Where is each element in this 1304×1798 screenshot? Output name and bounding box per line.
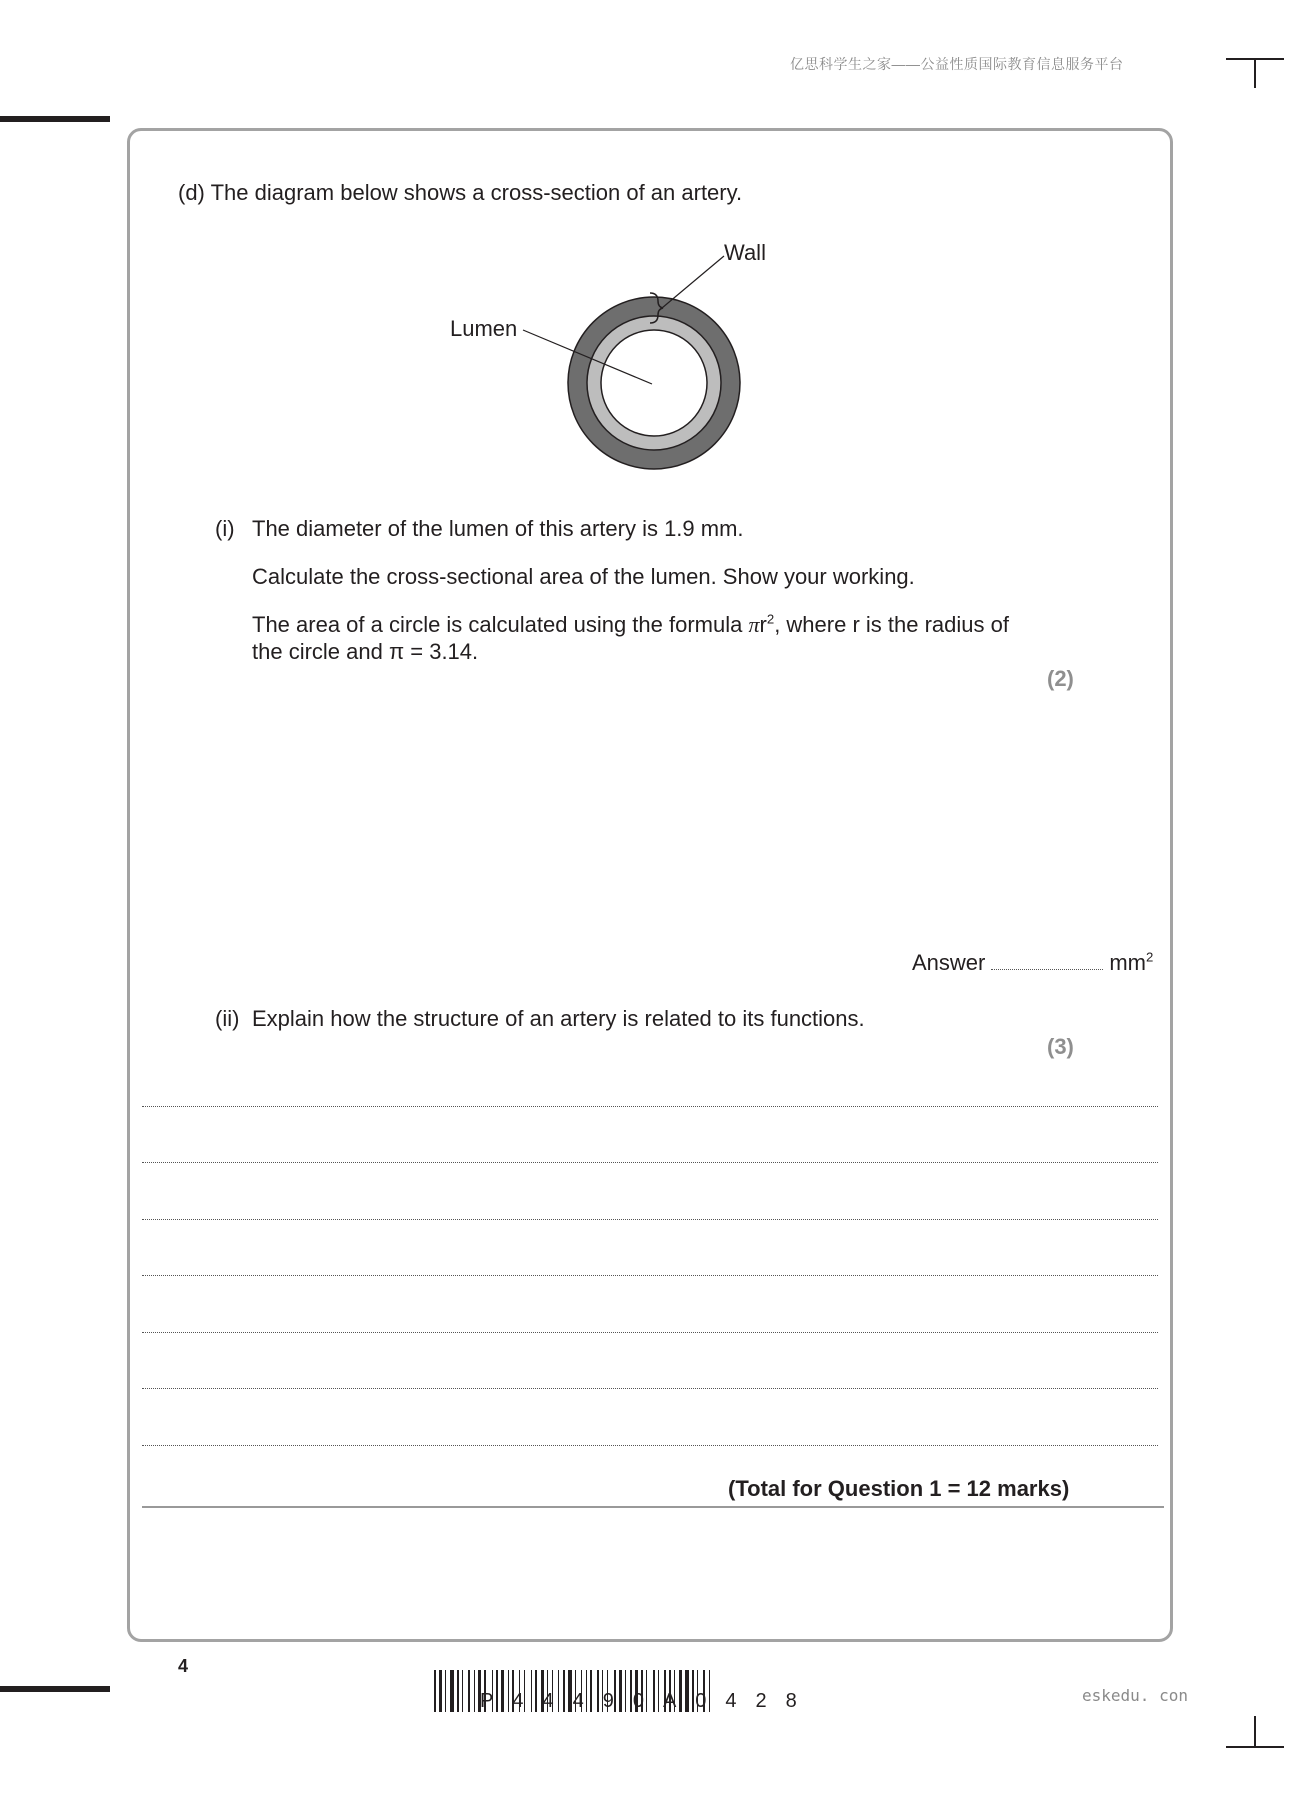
total-rule xyxy=(142,1506,1164,1508)
total-marks: (Total for Question 1 = 12 marks) xyxy=(728,1476,1070,1501)
diagram-label-lumen: Lumen xyxy=(450,316,518,341)
part-i-line3-post: , where r is the radius of xyxy=(774,612,1009,637)
part-i-answer-field[interactable] xyxy=(991,969,1103,970)
part-i-sup: 2 xyxy=(766,611,775,627)
answer-line[interactable] xyxy=(142,1275,1158,1276)
part-ii-marks: (3) xyxy=(1047,1034,1074,1059)
part-i-line3 xyxy=(252,612,1009,638)
barcode-bar xyxy=(457,1670,459,1712)
part-i-pi-symbol: π xyxy=(748,612,760,637)
answer-line[interactable] xyxy=(142,1106,1158,1107)
barcode-bar xyxy=(450,1670,454,1712)
part-i-answer-label: Answer xyxy=(912,950,986,975)
barcode-bar xyxy=(474,1670,475,1712)
barcode-bar xyxy=(434,1670,436,1712)
part-i-line2: Calculate the cross-sectional area of the lumen. Show your working. xyxy=(252,564,915,589)
part-i-line4: the circle and π = 3.14. xyxy=(252,639,479,664)
answer-line[interactable] xyxy=(142,1219,1158,1220)
answer-line[interactable] xyxy=(142,1388,1158,1389)
barcode-bar xyxy=(439,1670,442,1712)
crop-mark-top-right-v xyxy=(1254,58,1256,88)
part-i-number: (i) xyxy=(215,516,235,541)
barcode-text: P44490A0428 xyxy=(480,1690,816,1712)
part-i-line1: The diameter of the lumen of this artery is 1.9 mm. xyxy=(252,516,744,541)
artery-diagram xyxy=(440,236,800,476)
part-i-answer-row xyxy=(912,950,1153,976)
barcode-bar xyxy=(468,1670,470,1712)
wall-leader-line xyxy=(662,256,724,308)
answer-line[interactable] xyxy=(142,1332,1158,1333)
side-bar-top xyxy=(0,116,110,122)
artery-lumen xyxy=(601,330,707,436)
side-bar-bottom xyxy=(0,1686,110,1692)
part-ii-number: (ii) xyxy=(215,1006,240,1031)
part-i-r: r xyxy=(759,612,767,637)
barcode-bar xyxy=(462,1670,463,1712)
footer-site: eskedu. con xyxy=(1082,1686,1188,1705)
part-i-answer-unit: mm xyxy=(1109,950,1147,975)
header-site-text: 亿思科学生之家——公益性质国际教育信息服务平台 xyxy=(790,56,1124,72)
part-i-answer-unit-sup: 2 xyxy=(1146,949,1154,965)
page-number: 4 xyxy=(178,1656,189,1676)
answer-line[interactable] xyxy=(142,1162,1158,1163)
part-ii-text: Explain how the structure of an artery is related to its functions. xyxy=(252,1006,865,1031)
barcode-bar xyxy=(445,1670,446,1712)
question-d-intro: (d) The diagram below shows a cross-section of an artery. xyxy=(178,180,743,205)
crop-mark-bottom-right-h xyxy=(1226,1746,1284,1748)
part-i-line3-pre: The area of a circle is calculated using the formula xyxy=(252,612,749,637)
part-i-marks: (2) xyxy=(1047,666,1074,691)
crop-mark-bottom-right-v xyxy=(1254,1716,1256,1746)
answer-line[interactable] xyxy=(142,1445,1158,1446)
diagram-label-wall: Wall xyxy=(724,240,766,265)
